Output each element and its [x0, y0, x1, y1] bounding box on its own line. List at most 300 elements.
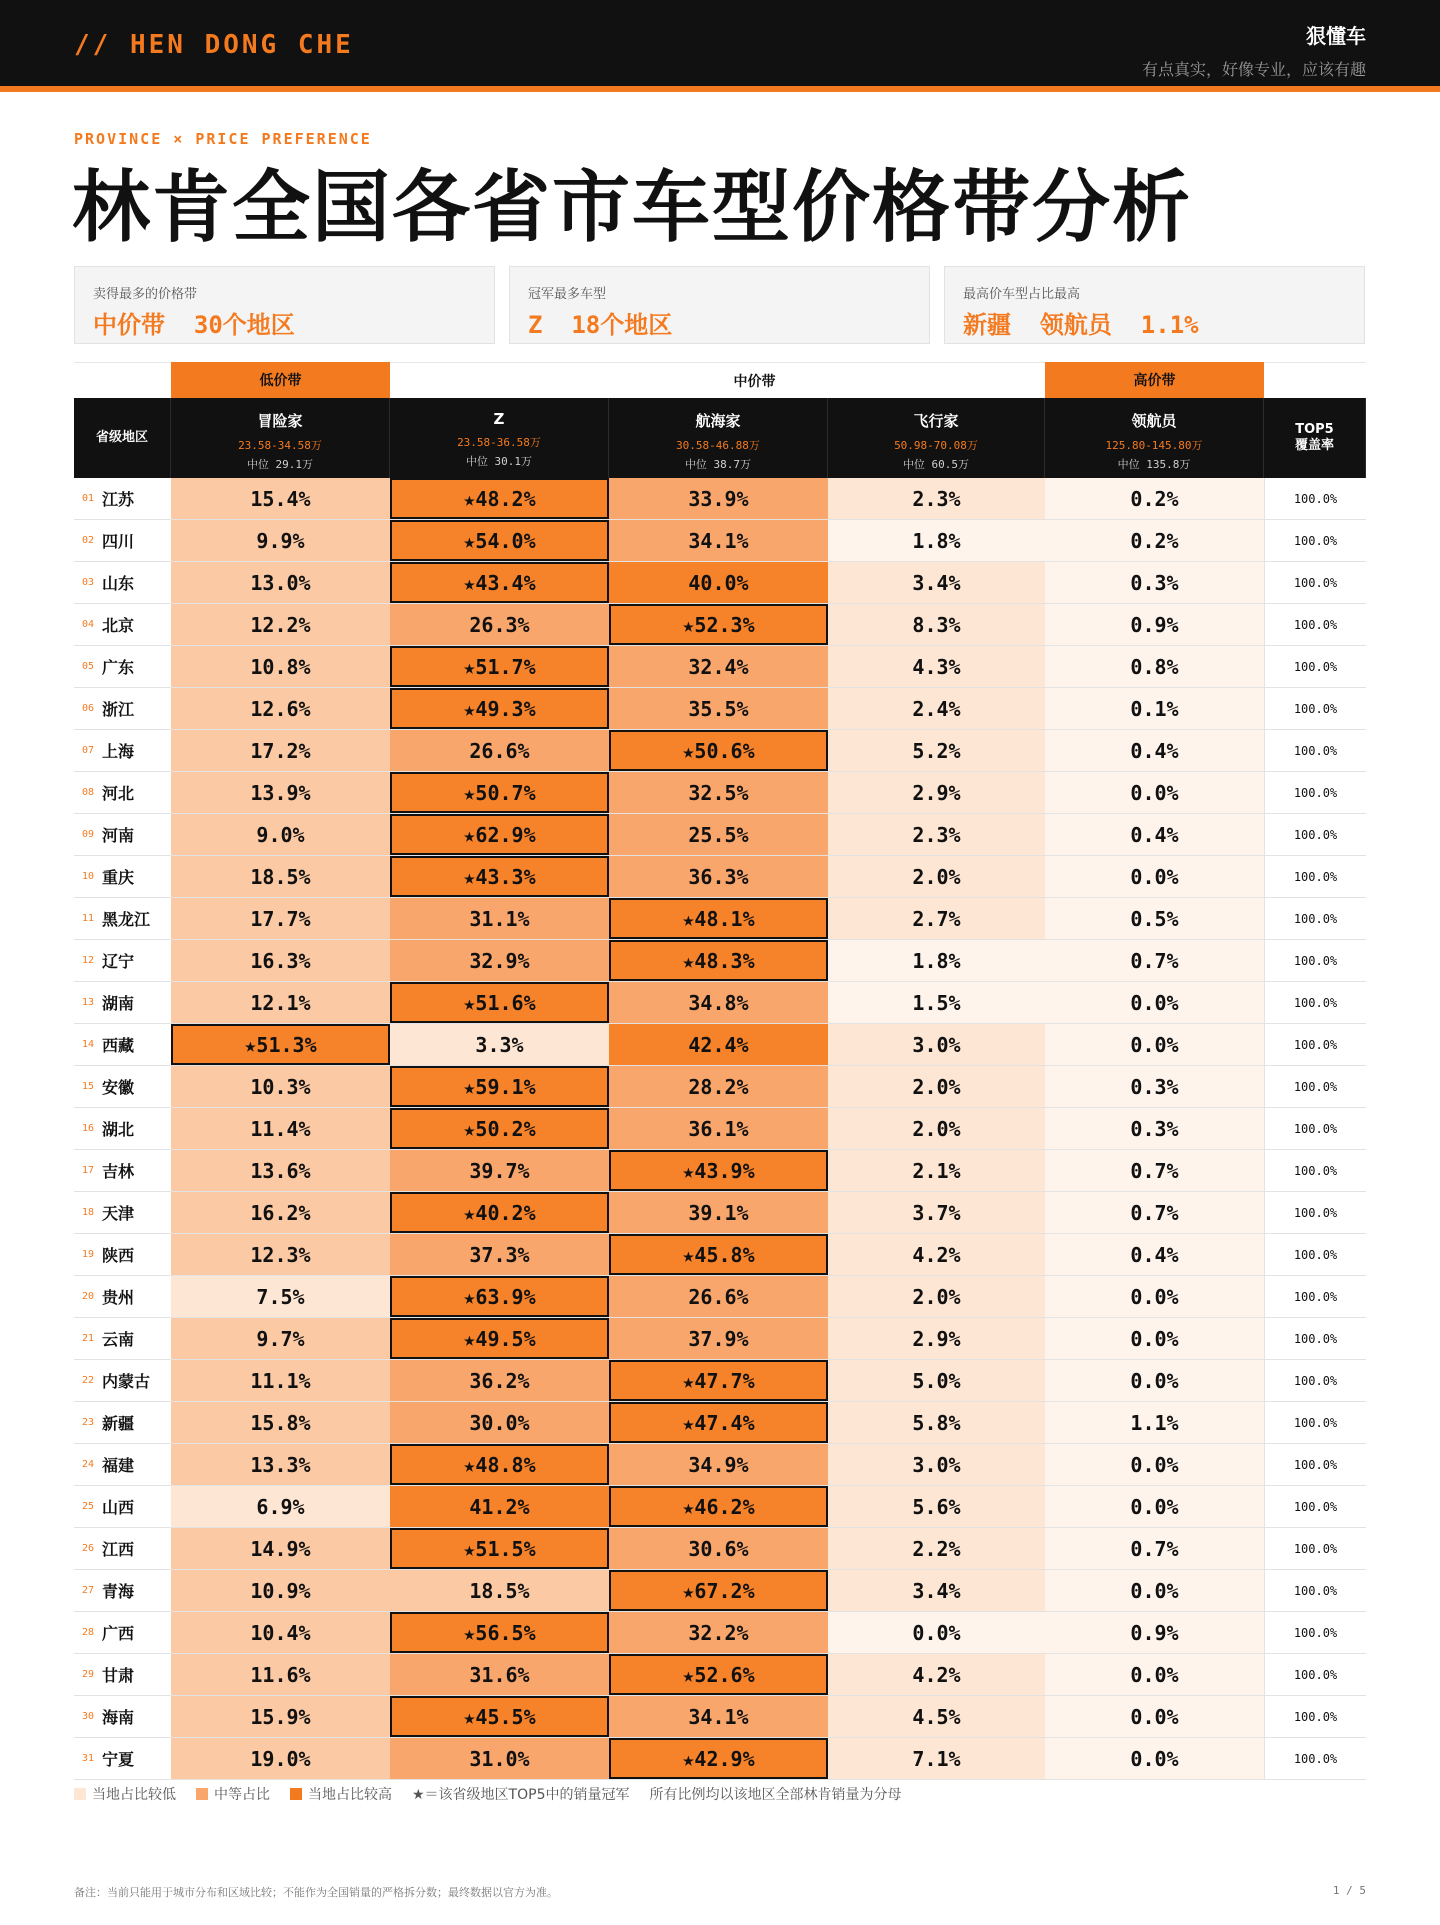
share-cell: 9.9%: [171, 520, 390, 561]
legend-swatch-high: [290, 1788, 302, 1800]
coverage-cell: 100.0%: [1264, 1234, 1366, 1275]
table-row: [74, 982, 1366, 1024]
share-cell: 32.5%: [609, 772, 828, 813]
province-name: 陕西: [102, 1246, 135, 1265]
share-cell: 4.3%: [828, 646, 1045, 687]
coverage-cell: 100.0%: [1264, 604, 1366, 645]
table-row: [74, 1024, 1366, 1066]
legend-label: 当地占比较高: [308, 1787, 392, 1803]
coverage-cell: 100.0%: [1264, 898, 1366, 939]
share-cell: 39.1%: [609, 1192, 828, 1233]
share-cell-champion: ★45.5%: [390, 1696, 609, 1737]
table-row: [74, 898, 1366, 940]
legend-item-star: ★＝该省级地区TOP5中的销量冠军: [412, 1787, 630, 1803]
coverage-cell: 100.0%: [1264, 1024, 1366, 1065]
table-row: [74, 478, 1366, 520]
province-cell: [74, 478, 171, 519]
share-cell-champion: ★51.7%: [390, 646, 609, 687]
province-cell: [74, 940, 171, 981]
province-cell: [74, 1528, 171, 1569]
share-cell: 3.4%: [828, 1570, 1045, 1611]
row-number: 27: [82, 1585, 95, 1596]
table-row: [74, 1444, 1366, 1486]
share-cell: 0.9%: [1045, 1612, 1264, 1653]
share-cell: 32.4%: [609, 646, 828, 687]
footer: [74, 1884, 1366, 1900]
model-median: 中位 38.7万: [684, 458, 752, 471]
table-row: [74, 1108, 1366, 1150]
share-cell-champion: ★48.2%: [390, 478, 609, 519]
coverage-cell: 100.0%: [1264, 1696, 1366, 1737]
band-blank: [1264, 362, 1366, 398]
summary-card-top-model: [509, 266, 930, 344]
share-cell: 0.5%: [1045, 898, 1264, 939]
province-name: 山东: [102, 574, 135, 593]
share-cell: 2.2%: [828, 1528, 1045, 1569]
coverage-cell: 100.0%: [1264, 1612, 1366, 1653]
row-number: 30: [82, 1711, 95, 1722]
share-cell: 16.3%: [171, 940, 390, 981]
share-cell: 26.6%: [609, 1276, 828, 1317]
share-cell: 11.4%: [171, 1108, 390, 1149]
model-median: 中位 60.5万: [902, 458, 970, 471]
province-name: 安徽: [102, 1078, 135, 1097]
table-row: [74, 1234, 1366, 1276]
province-name: 广西: [102, 1624, 135, 1643]
province-cell: [74, 982, 171, 1023]
row-number: 19: [82, 1249, 95, 1260]
share-cell: 0.2%: [1045, 520, 1264, 561]
province-cell: [74, 814, 171, 855]
share-cell: 37.3%: [390, 1234, 609, 1275]
province-cell: [74, 1234, 171, 1275]
share-cell: 0.0%: [1045, 1654, 1264, 1695]
province-name: 广东: [102, 658, 135, 677]
row-number: 03: [82, 577, 95, 588]
share-cell: 0.4%: [1045, 730, 1264, 771]
share-cell: 19.0%: [171, 1738, 390, 1779]
model-median: 中位 30.1万: [465, 455, 533, 468]
row-number: 07: [82, 745, 95, 756]
row-number: 24: [82, 1459, 95, 1470]
share-cell: 1.1%: [1045, 1402, 1264, 1443]
card-label: 冠军最多车型: [528, 287, 607, 302]
share-cell: 12.1%: [171, 982, 390, 1023]
row-number: 22: [82, 1375, 95, 1386]
share-cell-champion: ★52.6%: [609, 1654, 828, 1695]
card-value: 中价带 30个地区: [93, 311, 295, 339]
share-cell-champion: ★51.5%: [390, 1528, 609, 1569]
province-name: 西藏: [102, 1036, 135, 1055]
province-name: 天津: [102, 1204, 135, 1223]
share-cell: 35.5%: [609, 688, 828, 729]
share-cell: 0.0%: [1045, 1318, 1264, 1359]
row-number: 01: [82, 493, 95, 504]
card-label: 卖得最多的价格带: [93, 287, 198, 302]
share-cell: 4.5%: [828, 1696, 1045, 1737]
province-name: 重庆: [102, 868, 135, 887]
coverage-cell: 100.0%: [1264, 1738, 1366, 1779]
share-cell: 0.1%: [1045, 688, 1264, 729]
share-cell: 1.8%: [828, 940, 1045, 981]
column-header-model: [828, 398, 1045, 478]
coverage-cell: 100.0%: [1264, 982, 1366, 1023]
province-cell: [74, 604, 171, 645]
coverage-cell: 100.0%: [1264, 688, 1366, 729]
share-cell: 25.5%: [609, 814, 828, 855]
table-row: [74, 1612, 1366, 1654]
share-cell: 10.3%: [171, 1066, 390, 1107]
share-cell: 0.0%: [1045, 982, 1264, 1023]
coverage-cell: 100.0%: [1264, 520, 1366, 561]
row-number: 05: [82, 661, 95, 672]
share-cell-champion: ★62.9%: [390, 814, 609, 855]
share-cell: 9.7%: [171, 1318, 390, 1359]
share-cell: 0.3%: [1045, 562, 1264, 603]
share-cell: 2.3%: [828, 814, 1045, 855]
band-mid: 中价带: [390, 362, 1119, 398]
share-cell-champion: ★49.5%: [390, 1318, 609, 1359]
table-row: [74, 1486, 1366, 1528]
row-number: 17: [82, 1165, 95, 1176]
province-name: 河南: [102, 826, 135, 845]
row-number: 11: [82, 913, 95, 924]
coverage-cell: 100.0%: [1264, 856, 1366, 897]
share-cell: 2.3%: [828, 478, 1045, 519]
share-cell: 8.3%: [828, 604, 1045, 645]
share-cell: 17.2%: [171, 730, 390, 771]
row-number: 18: [82, 1207, 95, 1218]
column-header-coverage: TOP5 覆盖率: [1264, 398, 1366, 478]
province-name: 湖北: [102, 1120, 135, 1139]
share-cell: 15.9%: [171, 1696, 390, 1737]
share-cell: 18.5%: [171, 856, 390, 897]
share-cell: 10.4%: [171, 1612, 390, 1653]
share-cell: 13.9%: [171, 772, 390, 813]
table-row: [74, 1402, 1366, 1444]
share-cell-champion: ★51.6%: [390, 982, 609, 1023]
province-cell: [74, 1276, 171, 1317]
share-cell: 26.6%: [390, 730, 609, 771]
province-cell: [74, 856, 171, 897]
row-number: 25: [82, 1501, 95, 1512]
share-cell: 2.0%: [828, 1108, 1045, 1149]
share-cell-champion: ★50.7%: [390, 772, 609, 813]
share-cell: 36.2%: [390, 1360, 609, 1401]
row-number: 29: [82, 1669, 95, 1680]
share-cell: 32.2%: [609, 1612, 828, 1653]
share-cell: 2.9%: [828, 772, 1045, 813]
share-cell: 2.0%: [828, 1066, 1045, 1107]
province-name: 山西: [102, 1498, 135, 1517]
province-cell: [74, 1444, 171, 1485]
row-number: 12: [82, 955, 95, 966]
share-cell: 2.0%: [828, 1276, 1045, 1317]
province-name: 河北: [102, 784, 135, 803]
province-name: 四川: [102, 532, 135, 551]
share-cell: 36.1%: [609, 1108, 828, 1149]
province-cell: [74, 1696, 171, 1737]
share-cell-champion: ★54.0%: [390, 520, 609, 561]
province-cell: [74, 646, 171, 687]
table-row: [74, 1066, 1366, 1108]
share-cell: 13.6%: [171, 1150, 390, 1191]
band-low: 低价带: [171, 362, 390, 398]
row-number: 16: [82, 1123, 95, 1134]
card-value: 新疆 领航员 1.1%: [963, 311, 1199, 339]
share-cell: 15.8%: [171, 1402, 390, 1443]
province-name: 吉林: [102, 1162, 135, 1181]
share-cell: 0.0%: [1045, 1486, 1264, 1527]
row-number: 21: [82, 1333, 95, 1344]
model-median: 中位 29.1万: [246, 458, 314, 471]
eyebrow-label: PROVINCE × PRICE PREFERENCE: [74, 130, 372, 148]
table-row: [74, 856, 1366, 898]
share-cell: 3.0%: [828, 1024, 1045, 1065]
province-cell: [74, 1738, 171, 1779]
row-number: 31: [82, 1753, 95, 1764]
share-cell: 30.6%: [609, 1528, 828, 1569]
coverage-cell: 100.0%: [1264, 1486, 1366, 1527]
province-cell: [74, 688, 171, 729]
province-name: 黑龙江: [102, 910, 151, 929]
province-name: 江苏: [102, 490, 135, 509]
share-cell: 0.8%: [1045, 646, 1264, 687]
share-cell: 34.8%: [609, 982, 828, 1023]
page-title: 林肯全国各省市车型价格带分析: [72, 163, 1193, 253]
share-cell: 0.9%: [1045, 604, 1264, 645]
share-cell-champion: ★49.3%: [390, 688, 609, 729]
share-cell: 10.8%: [171, 646, 390, 687]
province-name: 江西: [102, 1540, 135, 1559]
row-number: 23: [82, 1417, 95, 1428]
model-price-range: 23.58-36.58万: [457, 436, 541, 449]
province-name: 甘肃: [102, 1666, 135, 1685]
province-cell: [74, 1192, 171, 1233]
province-name: 辽宁: [102, 952, 135, 971]
province-name: 北京: [102, 616, 135, 635]
share-cell: 34.1%: [609, 520, 828, 561]
share-cell: 0.0%: [828, 1612, 1045, 1653]
model-name: 航海家: [695, 412, 741, 430]
share-cell: 2.4%: [828, 688, 1045, 729]
share-cell: 0.7%: [1045, 940, 1264, 981]
column-header-model: [171, 398, 390, 478]
share-cell: 1.5%: [828, 982, 1045, 1023]
model-price-range: 125.80-145.80万: [1105, 439, 1203, 452]
row-number: 20: [82, 1291, 95, 1302]
province-name: 宁夏: [102, 1750, 135, 1769]
province-cell: [74, 1402, 171, 1443]
province-cell: [74, 1024, 171, 1065]
share-cell: 11.6%: [171, 1654, 390, 1695]
column-header-model: [609, 398, 828, 478]
table-row: [74, 814, 1366, 856]
share-cell: 36.3%: [609, 856, 828, 897]
table-row: [74, 1150, 1366, 1192]
band-blank: [74, 362, 171, 398]
row-number: 14: [82, 1039, 95, 1050]
column-header-model: [1045, 398, 1264, 478]
table-row: [74, 1696, 1366, 1738]
page-number: 1 / 5: [1332, 1884, 1366, 1897]
share-cell: 17.7%: [171, 898, 390, 939]
table-row: [74, 1318, 1366, 1360]
column-header-row: [74, 398, 1366, 478]
share-cell-champion: ★46.2%: [609, 1486, 828, 1527]
share-cell: 3.7%: [828, 1192, 1045, 1233]
share-cell: 37.9%: [609, 1318, 828, 1359]
province-cell: [74, 1150, 171, 1191]
share-cell-champion: ★48.8%: [390, 1444, 609, 1485]
row-number: 26: [82, 1543, 95, 1554]
province-cell: [74, 520, 171, 561]
legend-item-low: [74, 1784, 176, 1804]
coverage-cell: 100.0%: [1264, 1066, 1366, 1107]
coverage-cell: 100.0%: [1264, 646, 1366, 687]
legend: [74, 1784, 921, 1804]
share-cell-champion: ★40.2%: [390, 1192, 609, 1233]
table-row: [74, 1570, 1366, 1612]
province-name: 内蒙古: [102, 1372, 151, 1391]
province-name: 上海: [102, 742, 135, 761]
card-value: Z 18个地区: [528, 311, 673, 339]
legend-note: 所有比例均以该地区全部林肯销量为分母: [649, 1787, 902, 1803]
share-cell: 12.6%: [171, 688, 390, 729]
share-cell: 4.2%: [828, 1654, 1045, 1695]
share-cell-champion: ★45.8%: [609, 1234, 828, 1275]
row-number: 28: [82, 1627, 95, 1638]
share-cell: 2.1%: [828, 1150, 1045, 1191]
model-median: 中位 135.8万: [1117, 458, 1191, 471]
share-cell: 0.4%: [1045, 814, 1264, 855]
province-cell: [74, 898, 171, 939]
row-number: 13: [82, 997, 95, 1008]
share-cell: 1.8%: [828, 520, 1045, 561]
share-cell: 0.7%: [1045, 1150, 1264, 1191]
share-cell: 0.7%: [1045, 1528, 1264, 1569]
province-cell: [74, 1318, 171, 1359]
coverage-cell: 100.0%: [1264, 1402, 1366, 1443]
coverage-cell: 100.0%: [1264, 1570, 1366, 1611]
province-cell: [74, 1570, 171, 1611]
share-cell: 28.2%: [609, 1066, 828, 1107]
share-cell: 0.3%: [1045, 1066, 1264, 1107]
share-cell: 31.1%: [390, 898, 609, 939]
share-cell: 3.4%: [828, 562, 1045, 603]
model-price-range: 50.98-70.08万: [894, 439, 978, 452]
brand-slogan: 有点真实，好像专业，应该有趣: [1141, 60, 1366, 79]
share-cell-champion: ★47.7%: [609, 1360, 828, 1401]
share-cell: 2.7%: [828, 898, 1045, 939]
province-name: 湖南: [102, 994, 135, 1013]
province-name: 贵州: [102, 1288, 135, 1307]
share-cell-champion: ★43.3%: [390, 856, 609, 897]
share-cell-champion: ★47.4%: [609, 1402, 828, 1443]
coverage-cell: 100.0%: [1264, 1108, 1366, 1149]
share-cell: 31.6%: [390, 1654, 609, 1695]
share-cell-champion: ★43.9%: [609, 1150, 828, 1191]
coverage-cell: 100.0%: [1264, 478, 1366, 519]
model-name: 飞行家: [913, 412, 959, 430]
share-cell-champion: ★63.9%: [390, 1276, 609, 1317]
province-cell: [74, 1612, 171, 1653]
table-row: [74, 1738, 1366, 1780]
province-name: 海南: [102, 1708, 135, 1727]
share-cell: 5.2%: [828, 730, 1045, 771]
share-cell: 5.6%: [828, 1486, 1045, 1527]
share-cell-champion: ★48.3%: [609, 940, 828, 981]
coverage-cell: 100.0%: [1264, 940, 1366, 981]
share-cell: 30.0%: [390, 1402, 609, 1443]
share-cell: 39.7%: [390, 1150, 609, 1191]
column-header-province: 省级地区: [74, 398, 171, 478]
coverage-cell: 100.0%: [1264, 1444, 1366, 1485]
coverage-cell: 100.0%: [1264, 814, 1366, 855]
share-cell: 10.9%: [171, 1570, 390, 1611]
model-price-range: 23.58-34.58万: [238, 439, 322, 452]
row-number: 06: [82, 703, 95, 714]
column-header-model: [390, 398, 609, 478]
province-name: 新疆: [102, 1414, 135, 1433]
table-row: [74, 688, 1366, 730]
row-number: 15: [82, 1081, 95, 1092]
share-cell: 12.3%: [171, 1234, 390, 1275]
coverage-cell: 100.0%: [1264, 562, 1366, 603]
province-cell: [74, 1486, 171, 1527]
province-cell: [74, 1654, 171, 1695]
share-cell: 0.0%: [1045, 1360, 1264, 1401]
share-cell: 7.1%: [828, 1738, 1045, 1779]
share-cell: 42.4%: [609, 1024, 828, 1065]
table-row: [74, 562, 1366, 604]
coverage-cell: 100.0%: [1264, 1654, 1366, 1695]
price-band-header: [74, 362, 1366, 398]
coverage-cell: 100.0%: [1264, 772, 1366, 813]
province-cell: [74, 772, 171, 813]
share-cell-champion: ★48.1%: [609, 898, 828, 939]
share-cell: 5.8%: [828, 1402, 1045, 1443]
coverage-cell: 100.0%: [1264, 1276, 1366, 1317]
share-cell: 0.0%: [1045, 772, 1264, 813]
share-cell: 0.4%: [1045, 1234, 1264, 1275]
legend-item-mid: [196, 1784, 270, 1804]
legend-swatch-low: [74, 1788, 86, 1800]
share-cell: 0.0%: [1045, 1738, 1264, 1779]
share-cell: 0.0%: [1045, 856, 1264, 897]
share-cell: 13.3%: [171, 1444, 390, 1485]
share-cell: 9.0%: [171, 814, 390, 855]
share-cell: 2.9%: [828, 1318, 1045, 1359]
share-cell: 34.9%: [609, 1444, 828, 1485]
province-cell: [74, 1066, 171, 1107]
table-row: [74, 520, 1366, 562]
legend-label: 中等占比: [214, 1787, 270, 1803]
table-row: [74, 1528, 1366, 1570]
card-label: 最高价车型占比最高: [963, 287, 1081, 302]
share-cell: 0.0%: [1045, 1696, 1264, 1737]
share-cell: 14.9%: [171, 1528, 390, 1569]
share-cell: 33.9%: [609, 478, 828, 519]
table-row: [74, 1654, 1366, 1696]
model-name: 领航员: [1131, 412, 1177, 430]
share-cell: 0.0%: [1045, 1024, 1264, 1065]
province-name: 云南: [102, 1330, 135, 1349]
table-row: [74, 604, 1366, 646]
share-cell: 0.2%: [1045, 478, 1264, 519]
coverage-cell: 100.0%: [1264, 730, 1366, 771]
table-row: [74, 940, 1366, 982]
